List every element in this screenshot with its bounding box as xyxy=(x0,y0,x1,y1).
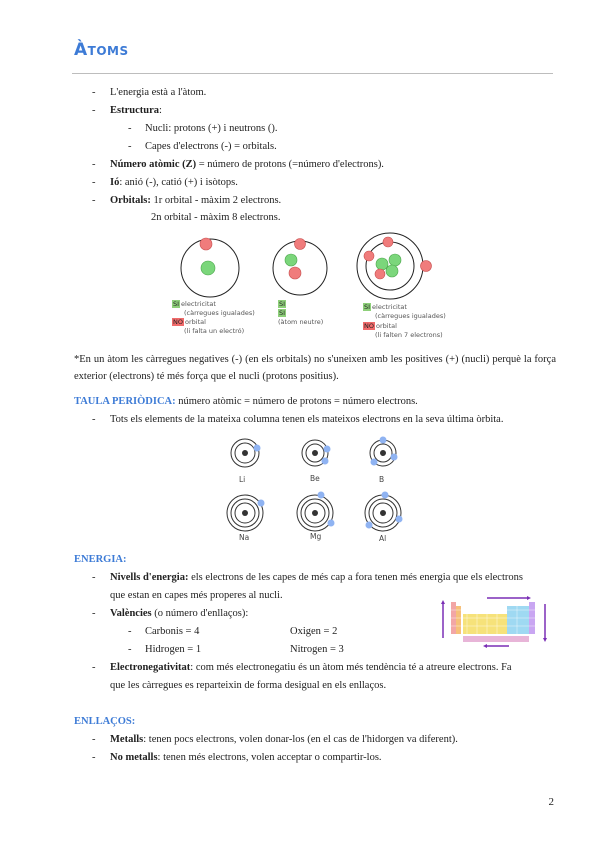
bullet-dash: - xyxy=(92,752,96,763)
list-item-text: = número de protons (=número d'electrons). xyxy=(196,159,384,170)
bullet-dash: - xyxy=(92,572,96,583)
list-item xyxy=(110,104,162,117)
title-rule xyxy=(72,73,553,74)
bullet-dash: - xyxy=(92,105,96,116)
list-item-bold: No metalls xyxy=(110,752,158,763)
list-item-text: : anió (-), catió (+) i isòtops. xyxy=(119,177,238,188)
bullet-dash: - xyxy=(92,177,96,188)
list-item xyxy=(110,607,248,620)
element-al-shells xyxy=(365,492,403,532)
page-title: Àtoms xyxy=(74,40,129,60)
list-subitem: Nucli: protons (+) i neutrons (). xyxy=(145,123,278,134)
element-label-be: Be xyxy=(310,474,320,483)
element-label-li: Li xyxy=(239,475,246,484)
list-item-text: els electrons de les capes de més cap a fora tenen més energia que els electrons xyxy=(188,572,523,583)
periodic-table-line xyxy=(74,395,418,408)
list-item xyxy=(110,571,523,584)
list-item-continuation: que estan en capes més properes al nucli. xyxy=(110,590,283,601)
element-be-shells xyxy=(302,440,331,466)
list-item-bold: Metalls xyxy=(110,734,144,745)
section-heading-energia: ENERGIA: xyxy=(74,554,127,565)
list-item-text: (o número d'enllaços): xyxy=(151,608,249,619)
atom2-label-desc: (àtom neutre) xyxy=(278,318,324,326)
list-item xyxy=(110,661,512,674)
element-b-shells xyxy=(370,437,398,467)
element-label-al: Al xyxy=(379,534,387,543)
list-item-text: : tenen més electrons, volen acceptar o compartir-los. xyxy=(157,752,382,763)
element-na-shells xyxy=(227,495,265,531)
list-subitem: Capes d'electrons (-) = orbitals. xyxy=(145,141,277,152)
bullet-dash: - xyxy=(92,159,96,170)
element-label-mg: Mg xyxy=(310,532,322,541)
list-item-continuation: 2n orbital - màxim 8 electrons. xyxy=(151,212,281,223)
bullet-dash: - xyxy=(128,141,132,152)
atom-diagram-1 xyxy=(181,238,239,297)
list-item-text: : tenen pocs electrons, volen donar-los (en el cas de l'hidorgen va diferent). xyxy=(143,734,458,745)
list-item-text: : xyxy=(159,105,162,116)
list-item xyxy=(110,158,384,171)
atom1-label-desc: (càrregues igualades) xyxy=(184,309,255,317)
atom3-label-no: NO orbital xyxy=(364,322,397,330)
atom-diagram-2 xyxy=(273,239,327,296)
bullet-dash: - xyxy=(92,414,96,425)
list-item xyxy=(110,176,238,189)
list-item-bold: Número atòmic (Z) xyxy=(110,159,197,170)
atom2-label-si: SI xyxy=(279,300,286,308)
list-item-bold: Estructura xyxy=(110,105,159,116)
atom-diagram-3 xyxy=(357,233,432,299)
valence-oxigen: Oxigen = 2 xyxy=(290,626,338,637)
list-item xyxy=(110,751,382,764)
note-paragraph: *En un àtom les càrregues negatives (-) (en els orbitals) no s'uneixen amb les positives (+) (nucli) perquè la força exterior (electrons) té més força que el nucli (protons positius). xyxy=(74,354,556,382)
atom1-label-si: SI electricitat xyxy=(173,300,216,308)
atom3-label-si: SI electricitat xyxy=(364,303,407,311)
bullet-dash: - xyxy=(92,734,96,745)
element-mg-shells xyxy=(297,492,335,532)
section-heading-taula: TAULA PERIÒDICA: xyxy=(74,396,176,407)
page-number: 2 xyxy=(548,796,554,808)
atom2-label-si-2: SI xyxy=(279,309,286,317)
list-item-text: 1r orbital - màxim 2 electrons. xyxy=(150,195,282,206)
atom-structure-diagrams xyxy=(170,232,450,304)
atom1-label-desc2: (li falta un electró) xyxy=(184,327,245,335)
list-item xyxy=(110,194,281,207)
list-item: L'energia està a l'àtom. xyxy=(110,87,207,98)
bullet-dash: - xyxy=(128,626,132,637)
list-item-bold: Electronegativitat xyxy=(110,662,191,673)
bullet-dash: - xyxy=(92,608,96,619)
list-item-bold: Valències xyxy=(110,608,152,619)
element-label-b: B xyxy=(379,475,385,484)
section-heading-enllacos: ENLLAÇOS: xyxy=(74,716,136,727)
list-item xyxy=(110,733,458,746)
valence-nitrogen: Nitrogen = 3 xyxy=(290,644,344,655)
list-item-text: : com més electronegatiu és un àtom més tendència té a atreure electrons. Fa xyxy=(190,662,512,673)
bullet-dash: - xyxy=(92,195,96,206)
list-item-bold: Nivells d'energia: xyxy=(110,572,189,583)
periodic-table-image xyxy=(437,596,551,648)
list-item-bold: Ió xyxy=(110,177,120,188)
bullet-dash: - xyxy=(128,644,132,655)
bullet-dash: - xyxy=(92,662,96,673)
bullet-dash: - xyxy=(128,123,132,134)
atom3-label-desc2: (li falten 7 electrons) xyxy=(375,331,443,339)
element-label-na: Na xyxy=(239,533,250,542)
element-li-shells xyxy=(231,439,261,467)
atom1-label-no: NO orbital xyxy=(173,318,206,326)
list-item: Tots els elements de la mateixa columna tenen els mateixos electrons en la seva última òrbita. xyxy=(110,414,504,425)
valence-carboni: Carbonis = 4 xyxy=(145,626,200,637)
periodic-table-text: número atòmic = número de protons = número electrons. xyxy=(175,396,418,407)
bullet-dash: - xyxy=(92,87,96,98)
element-shell-diagrams xyxy=(225,435,405,545)
valence-hidrogen: Hidrogen = 1 xyxy=(145,644,202,655)
list-item-bold: Orbitals: xyxy=(110,195,151,206)
atom3-label-desc: (càrregues igualades) xyxy=(375,312,446,320)
list-item-continuation: que les càrregues es reparteixin de forma desigual en els enllaços. xyxy=(110,680,387,691)
